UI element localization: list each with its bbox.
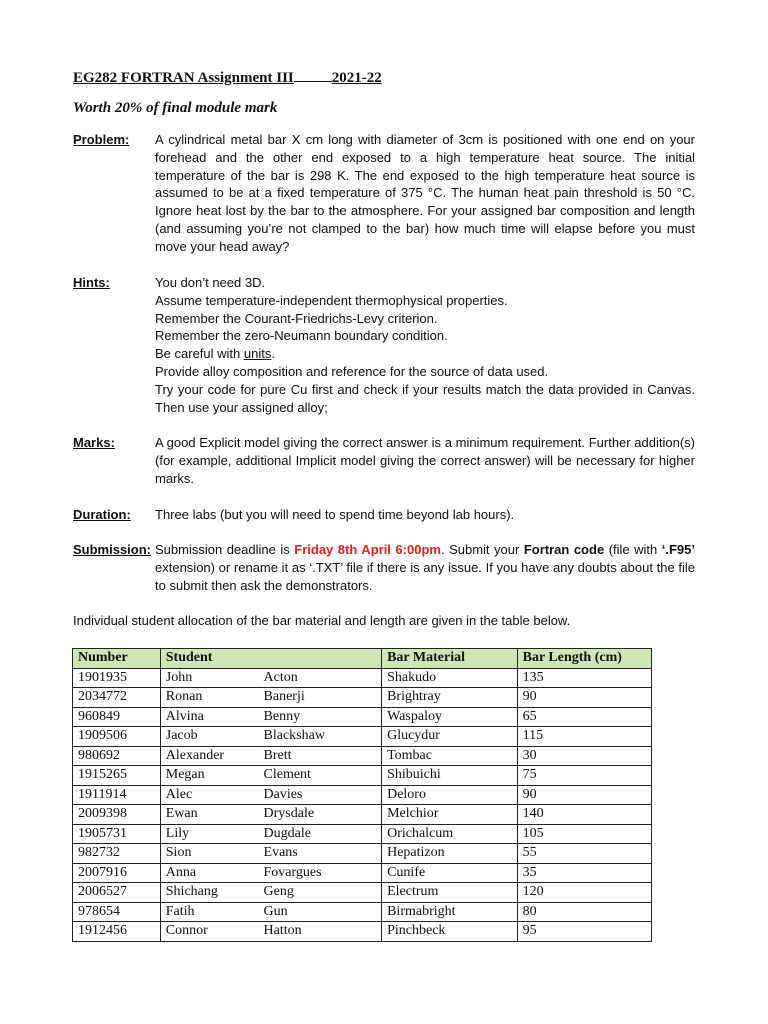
marks-label: Marks:	[73, 435, 115, 450]
cell-material: Cunife	[382, 863, 518, 883]
cell-last-name: Benny	[259, 707, 382, 727]
cell-length: 65	[517, 707, 651, 727]
table-row	[73, 668, 652, 688]
cell-last-name: Gun	[259, 902, 382, 922]
header-number: Number	[73, 649, 161, 669]
table-row	[73, 902, 652, 922]
table-header-row	[73, 649, 652, 669]
cell-last-name: Hatton	[259, 922, 382, 942]
cell-length: 115	[517, 727, 651, 747]
hints-list	[155, 274, 695, 416]
cell-last-name: Fovargues	[259, 863, 382, 883]
cell-material: Tombac	[382, 746, 518, 766]
file-extension: ‘.F95’	[661, 542, 696, 557]
cell-last-name: Geng	[259, 883, 382, 903]
cell-last-name: Dugdale	[259, 824, 382, 844]
table-intro: Individual student allocation of the bar material and length are given in the table below.	[73, 613, 571, 628]
cell-last-name: Drysdale	[259, 805, 382, 825]
allocation-table	[72, 648, 652, 942]
table-row	[73, 727, 652, 747]
cell-first-name: Alvina	[160, 707, 258, 727]
hint-item: Assume temperature-independent thermophysical properties.	[155, 292, 508, 308]
cell-first-name: Ewan	[160, 805, 258, 825]
cell-number: 2034772	[73, 688, 161, 708]
hint-item: Remember the Courant-Friedrichs-Levy criterion.	[155, 310, 438, 326]
cell-length: 140	[517, 805, 651, 825]
cell-length: 95	[517, 922, 651, 942]
table-row	[73, 688, 652, 708]
cell-number: 1915265	[73, 766, 161, 786]
cell-first-name: Fatih	[160, 902, 258, 922]
cell-number: 1905731	[73, 824, 161, 844]
cell-last-name: Brett	[259, 746, 382, 766]
cell-last-name: Evans	[259, 844, 382, 864]
hint-units-suffix: .	[271, 346, 275, 362]
cell-first-name: John	[160, 668, 258, 688]
table-row	[73, 883, 652, 903]
cell-first-name: Alec	[160, 785, 258, 805]
table-row	[73, 707, 652, 727]
cell-material: Birmabright	[382, 902, 518, 922]
table-row	[73, 922, 652, 942]
table-row	[73, 766, 652, 786]
cell-number: 980692	[73, 746, 161, 766]
cell-length: 135	[517, 668, 651, 688]
cell-number: 1901935	[73, 668, 161, 688]
duration-label: Duration:	[73, 507, 131, 522]
title-underline-gap	[294, 69, 332, 82]
cell-length: 90	[517, 785, 651, 805]
cell-number: 2006527	[73, 883, 161, 903]
submission-deadline: Friday 8th April 6:00pm	[294, 542, 441, 557]
hint-item: Provide alloy composition and reference for the source of data used.	[155, 363, 549, 379]
hint-item-units	[155, 345, 695, 363]
assignment-title: EG282 FORTRAN Assignment III	[73, 70, 294, 86]
cell-last-name: Davies	[259, 785, 382, 805]
submission-text-part: Submission deadline is	[155, 542, 295, 557]
problem-label: Problem:	[73, 132, 130, 147]
hint-units-word: units	[243, 346, 272, 362]
allocation-table-body	[73, 668, 652, 941]
cell-material: Shibuichi	[382, 766, 518, 786]
submission-section	[73, 541, 695, 595]
table-row	[73, 805, 652, 825]
assignment-title-line	[73, 69, 382, 87]
cell-material: Orichalcum	[382, 824, 518, 844]
marks-text: A good Explicit model giving the correct answer is a minimum requirement. Further addition(s) (for example, additional Implicit model giving the correct answer) will be necessary for higher marks.	[155, 435, 695, 486]
cell-first-name: Connor	[160, 922, 258, 942]
cell-first-name: Anna	[160, 863, 258, 883]
marks-section	[73, 434, 695, 488]
cell-length: 80	[517, 902, 651, 922]
hint-item: Remember the zero-Neumann boundary condition.	[155, 328, 448, 344]
submission-text-part: (file with	[604, 542, 662, 557]
hints-section	[73, 274, 695, 418]
header-student-spacer	[259, 649, 382, 669]
cell-length: 120	[517, 883, 651, 903]
cell-number: 2007916	[73, 863, 161, 883]
header-student: Student	[160, 649, 258, 669]
cell-first-name: Jacob	[160, 727, 258, 747]
cell-last-name: Acton	[259, 668, 382, 688]
cell-material: Electrum	[382, 883, 518, 903]
cell-first-name: Megan	[160, 766, 258, 786]
submission-text-part: . Submit your	[440, 542, 524, 557]
cell-number: 960849	[73, 707, 161, 727]
submission-text	[155, 541, 695, 594]
cell-length: 30	[517, 746, 651, 766]
duration-section	[73, 506, 695, 524]
module-weighting: Worth 20% of final module mark	[73, 100, 278, 116]
cell-first-name: Sion	[160, 844, 258, 864]
cell-material: Waspaloy	[382, 707, 518, 727]
cell-number: 2009398	[73, 805, 161, 825]
cell-material: Glucydur	[382, 727, 518, 747]
cell-material: Pinchbeck	[382, 922, 518, 942]
cell-material: Brightray	[382, 688, 518, 708]
hint-units-prefix: Be careful with	[155, 346, 244, 362]
cell-number: 1912456	[73, 922, 161, 942]
cell-length: 105	[517, 824, 651, 844]
header-bar-length: Bar Length (cm)	[517, 649, 651, 669]
cell-length: 35	[517, 863, 651, 883]
duration-text: Three labs (but you will need to spend time beyond lab hours).	[155, 507, 515, 522]
cell-length: 75	[517, 766, 651, 786]
cell-first-name: Alexander	[160, 746, 258, 766]
cell-number: 1909506	[73, 727, 161, 747]
cell-length: 55	[517, 844, 651, 864]
table-row	[73, 746, 652, 766]
table-row	[73, 785, 652, 805]
cell-number: 1911914	[73, 785, 161, 805]
cell-material: Shakudo	[382, 668, 518, 688]
cell-material: Melchior	[382, 805, 518, 825]
table-row	[73, 863, 652, 883]
hint-item: Try your code for pure Cu first and check if your results match the data provided in Canvas. Then use your assigned alloy;	[155, 381, 695, 415]
hint-item: You don’t need 3D.	[155, 275, 266, 290]
academic-year: 2021-22	[331, 70, 382, 86]
cell-material: Hepatizon	[382, 844, 518, 864]
cell-number: 978654	[73, 902, 161, 922]
cell-length: 90	[517, 688, 651, 708]
cell-last-name: Blackshaw	[259, 727, 382, 747]
cell-first-name: Lily	[160, 824, 258, 844]
cell-number: 982732	[73, 844, 161, 864]
fortran-code-emphasis: Fortran code	[523, 542, 605, 557]
table-row	[73, 824, 652, 844]
problem-text: A cylindrical metal bar X cm long with diameter of 3cm is positioned with one end on your forehead and the other end exposed to a high temperature heat source. The initial temperature of the bar is 298 K. The end exposed to the high temperature heat source is assumed to be at a fixed temperature of 375 °C. The human heat pain threshold is 50 °C. Ignore heat lost by the bar to the atmosphere. For your assigned bar composition and length (and assuming you’re not clamped to the bar) how much time will elapse before you must move your head away?	[155, 132, 695, 254]
header-bar-material: Bar Material	[382, 649, 518, 669]
cell-last-name: Clement	[259, 766, 382, 786]
problem-section	[73, 131, 695, 257]
submission-label: Submission:	[73, 542, 152, 557]
cell-last-name: Banerji	[259, 688, 382, 708]
cell-first-name: Ronan	[160, 688, 258, 708]
submission-text-part: extension) or rename it as ‘.TXT’ file if there is any issue. If you have any doubts about the file to submit then ask the demonstrators.	[155, 559, 695, 593]
hints-label: Hints:	[73, 275, 110, 290]
cell-material: Deloro	[382, 785, 518, 805]
cell-first-name: Shichang	[160, 883, 258, 903]
table-row	[73, 844, 652, 864]
